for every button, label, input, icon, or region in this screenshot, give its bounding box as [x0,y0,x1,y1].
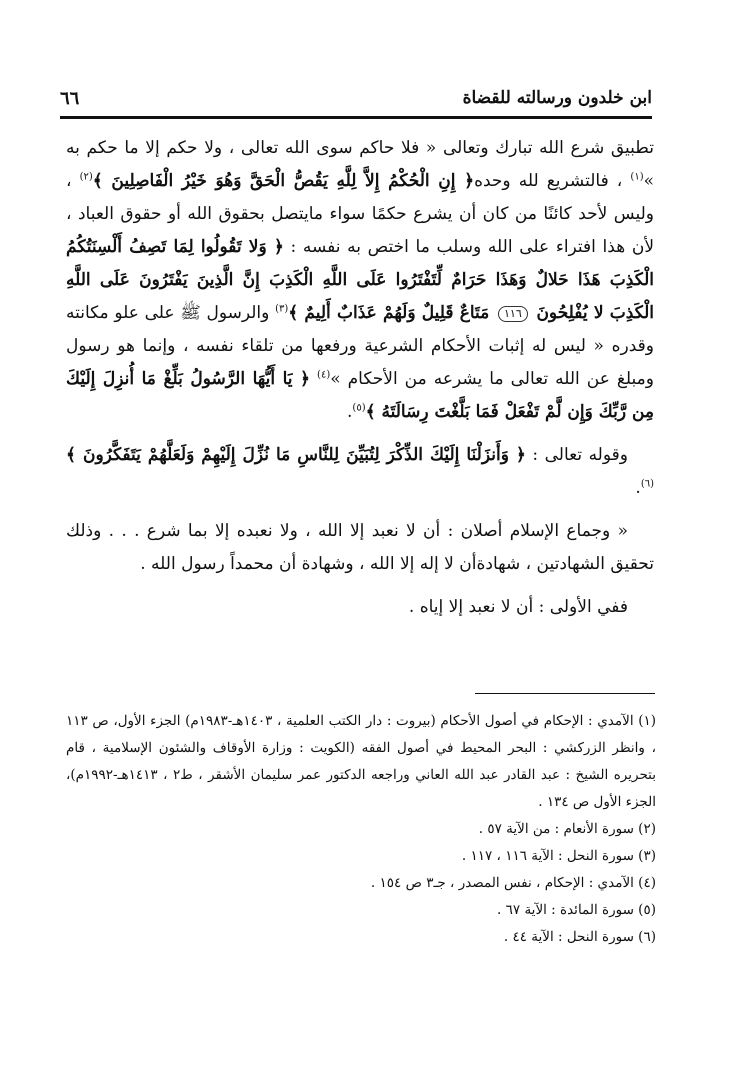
footnote-ref: (٦) [640,478,654,490]
quran-quote: ﴿ يَا أَيُّهَا الرَّسُولُ بَلِّغْ مَا أُنزِلَ إِلَيْكَ مِن رَّبِّكَ وَإِن لَّمْ تَفْعَلْ فَمَا بَلَّغْتَ رِسَالَتَهُ ﴾ [66,369,654,422]
quran-quote: ﴿ وَأَنزَلْنَا إِلَيْكَ الذِّكْرَ لِتُبَيِّنَ لِلنَّاسِ مَا نُزِّلَ إِلَيْهِمْ وَلَعَلَّهُمْ يَتَفَكَّرُونَ ﴾ [66,445,526,465]
text-span: تطبيق شرع الله تبارك وتعالى « فلا حاكم سوى الله تعالى ، ولا حكم إلا ما حكم به » [66,138,654,191]
footnotes [66,708,656,951]
footnote-separator [475,693,655,694]
paragraph-2 [66,439,654,505]
ayah-number-marker: ١١٦ [498,306,528,322]
paragraph-3: « وجماع الإسلام أصلان : أن لا نعبد إلا الله ، ولا نعبده إلا بما شرع . . . وذلك تحقيق الشهادتين ، شهادةأن لا إله إلا الله ، وشهادة أن محمداً رسول الله . [66,521,654,574]
running-header [60,88,652,112]
footnote-ref: (٤) [317,369,331,381]
footnote-2: (٢) سورة الأنعام : من الآية ٥٧ . [478,821,656,837]
footnote-6: (٦) سورة النحل : الآية ٤٤ . [503,929,656,945]
footnote-3: (٣) سورة النحل : الآية ١١٦ ، ١١٧ . [461,848,656,864]
quran-quote: مَتَاعٌ قَلِيلٌ وَلَهُمْ عَذَابٌ أَلِيمٌ ﴾ [288,303,490,323]
text-span: . [347,402,353,422]
footnote-4: (٤) الآمدي : الإحكام ، نفس المصدر ، جـ٣ ص ١٥٤ . [370,875,656,891]
header-rule [60,116,652,119]
quran-quote: ﴿ وَلا تَقُولُوا لِمَا تَصِفُ أَلْسِنَتُكُمُ الْكَذِبَ هَذَا حَلالٌ وَهَذَا حَرَامٌ لِّتَفْتَرُوا عَلَى اللَّهِ الْكَذِبَ إِنَّ الَّذِينَ يَفْتَرُونَ عَلَى اللَّهِ الْكَذِبَ لا يُفْلِحُونَ [66,237,654,323]
footnote-5: (٥) سورة المائدة : الآية ٦٧ . [497,902,656,918]
text-span: ، وليس لأحد كائنًا من كان أن يشرع حكمًا سواء مايتصل بحقوق الله أو حقوق العباد ، لأن هذا افتراء على الله وسلب ما اختص به نفسه : [66,171,655,257]
text-span: وقوله تعالى : [532,445,628,465]
footnote-ref: (٢) [79,171,93,183]
footnote-ref: (١) [630,171,644,183]
paragraph-1 [66,132,654,429]
paragraph-4: ففي الأولى : أن لا نعبد إلا إياه . [408,597,628,617]
text-span: . [635,478,641,498]
quran-quote: ﴿ إِنِ الْحُكْمُ إِلاَّ لِلَّهِ يَقُصُّ الْحَقَّ وَهُوَ خَيْرُ الْفَاصِلِينَ ﴾ [92,171,475,191]
footnote-1: (١) الآمدي : الإحكام في أصول الأحكام (بيروت : دار الكتب العلمية ، ١٤٠٣هـ-١٩٨٣م) الجزء الأول، ص ١١٣ ، وانظر الزركشي : البحر المحيط في أصول الفقه (الكويت : وزارة الأوقاف والشئون الإسلامية ، قام بتحريره الشيخ : عبد القادر عبد الله العاني وراجعه الدكتور عمر سليمان الأشقر ، ط٢ ، ١٤١٣هـ-١٩٩٢م)، الجزء الأول ص ١٣٤ . [66,713,657,810]
text-span: ، فالتشريع لله وحده [474,171,623,191]
main-text [66,132,654,624]
text-span: والرسول ﷺ على علو مكانته وقدره « ليس له إثبات الأحكام الشرعية ورفعها من تلقاء نفسه ، وإنما هو رسول ومبلغ عن الله تعالى ما يشرعه من الأحكام » [66,303,654,389]
book-title: ابن خلدون ورسالته للقضاة [462,88,652,108]
page-number: ٦٦ [60,88,80,109]
footnote-ref: (٥) [352,402,366,414]
footnote-ref: (٣) [275,303,289,315]
